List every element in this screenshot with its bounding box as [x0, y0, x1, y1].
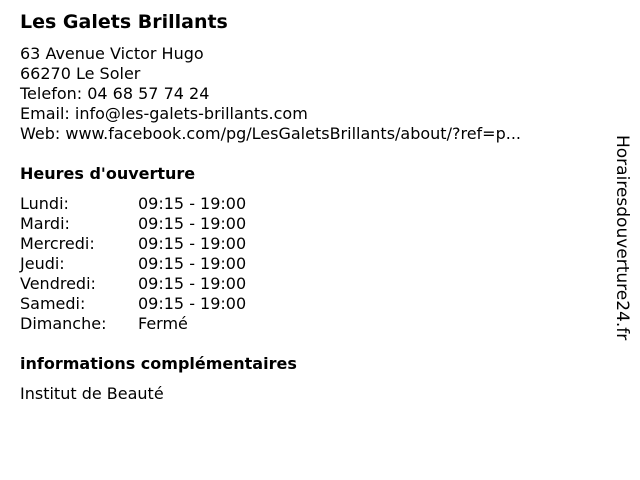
hours-heading: Heures d'ouverture	[20, 164, 196, 183]
opening-hours-list	[20, 194, 320, 334]
site-watermark: Horairesdouverture24.fr	[612, 135, 632, 341]
email-line[interactable]: Email: info@les-galets-brillants.com	[20, 104, 308, 123]
day-label: Vendredi:	[20, 274, 96, 293]
hours-row-wednesday	[20, 234, 320, 254]
hours-row-monday	[20, 194, 320, 214]
hours-row-saturday	[20, 294, 320, 314]
time-value: 09:15 - 19:00	[138, 214, 247, 233]
day-label: Lundi:	[20, 194, 69, 213]
phone-line[interactable]: Telefon: 04 68 57 74 24	[20, 84, 210, 103]
day-label: Mardi:	[20, 214, 70, 233]
time-value: Fermé	[138, 314, 188, 333]
day-label: Dimanche:	[20, 314, 107, 333]
time-value: 09:15 - 19:00	[138, 234, 247, 253]
contact-block	[20, 44, 521, 144]
time-value: 09:15 - 19:00	[138, 254, 247, 273]
hours-row-tuesday	[20, 214, 320, 234]
business-category: Institut de Beauté	[20, 384, 164, 403]
info-heading: informations complémentaires	[20, 354, 297, 373]
day-label: Mercredi:	[20, 234, 95, 253]
business-name: Les Galets Brillants	[20, 11, 228, 33]
time-value: 09:15 - 19:00	[138, 274, 247, 293]
day-label: Samedi:	[20, 294, 86, 313]
time-value: 09:15 - 19:00	[138, 294, 247, 313]
time-value: 09:15 - 19:00	[138, 194, 247, 213]
website-line[interactable]: Web: www.facebook.com/pg/LesGaletsBrillants/about/?ref=p...	[20, 124, 521, 143]
hours-row-thursday	[20, 254, 320, 274]
day-label: Jeudi:	[20, 254, 65, 273]
hours-row-sunday	[20, 314, 320, 334]
hours-row-friday	[20, 274, 320, 294]
city-address: 66270 Le Soler	[20, 64, 141, 83]
street-address: 63 Avenue Victor Hugo	[20, 44, 204, 63]
